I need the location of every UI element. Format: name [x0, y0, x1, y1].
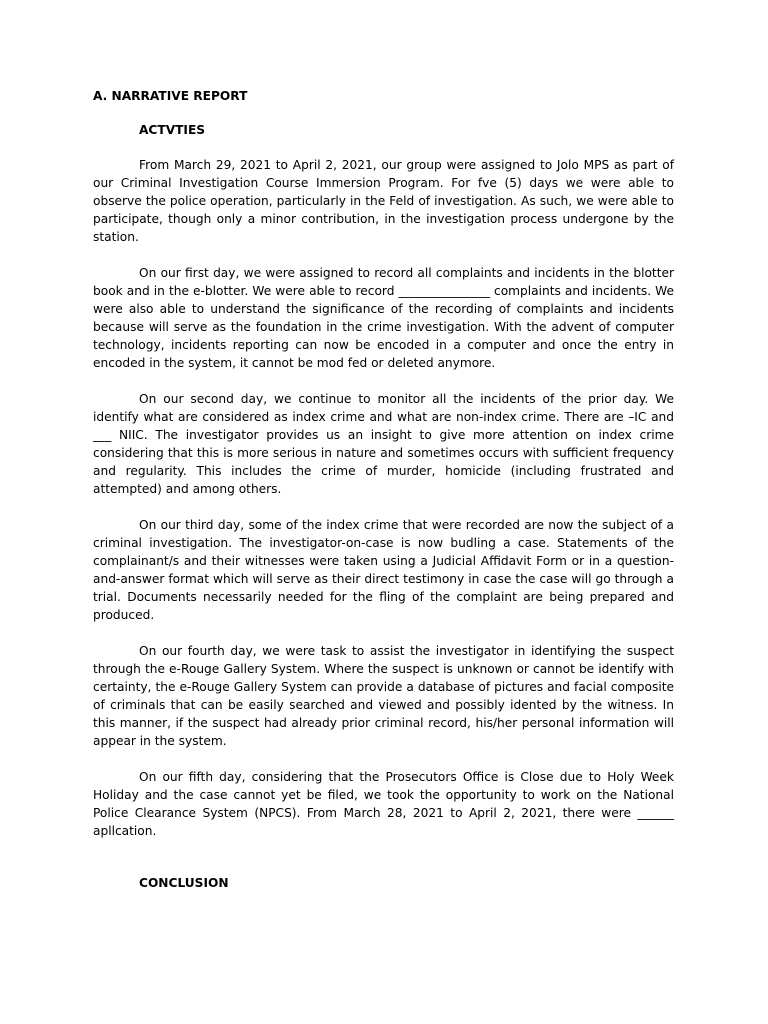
paragraph-first-day: On our first day, we were assigned to record all complaints and incidents in the blotter book and in the e-blotter. We were able to record _______________ complaints and incidents. We were also able to understand the significance of the recording of complaints and incidents because will serve as the foundation in the crime investigation. With the advent of computer technology, incidents reporting can now be encoded in a computer and once the entry in encoded in the system, it cannot be mod fed or deleted anymore. [93, 266, 674, 370]
activities-heading: ACTVTIES [139, 123, 206, 137]
paragraph-second-day: On our second day, we continue to monitor all the incidents of the prior day. We identify what are considered as index crime and what are non-index crime. There are –IC and ___ NIIC. The investigator provides us an insight to give more attention on index crime considering that this is more serious in nature and sometimes occurs with sufficient frequency and regularity. This includes the crime of murder, homicide (including frustrated and attempted) and among others. [93, 392, 674, 496]
paragraph-intro: From March 29, 2021 to April 2, 2021, our group were assigned to Jolo MPS as part of our Criminal Investigation Course Immersion Program. For fve (5) days we were able to observe the police operation, particularly in the Feld of investigation. As such, we were able to participate, though only a minor contribution, in the investigation process undergone by the station. [93, 158, 674, 244]
report-heading: A. NARRATIVE REPORT [93, 89, 248, 103]
paragraph-third-day: On our third day, some of the index crime that were recorded are now the subject of a criminal investigation. The investigator-on-case is now budling a case. Statements of the complainant/s and their witnesses were taken using a Judicial Affidavit Form or in a question-and-answer format which will serve as their direct testimony in case the case will go through a trial. Documents necessarily needed for the fling of the complaint are being prepared and produced. [93, 518, 674, 622]
conclusion-heading: CONCLUSION [139, 876, 229, 890]
paragraph-fourth-day: On our fourth day, we were task to assist the investigator in identifying the suspect through the e-Rouge Gallery System. Where the suspect is unknown or cannot be identify with certainty, the e-Rouge Gallery System can provide a database of pictures and facial composite of criminals that can be easily searched and viewed and possibly idented by the witness. In this manner, if the suspect had already prior criminal record, his/her personal information will appear in the system. [93, 644, 674, 748]
paragraph-fifth-day: On our fifth day, considering that the Prosecutors Office is Close due to Holy Week Holiday and the case cannot yet be filed, we took the opportunity to work on the National Police Clearance System (NPCS). From March 28, 2021 to April 2, 2021, there were ______ apllcation. [93, 770, 674, 838]
document-page [93, 87, 674, 892]
